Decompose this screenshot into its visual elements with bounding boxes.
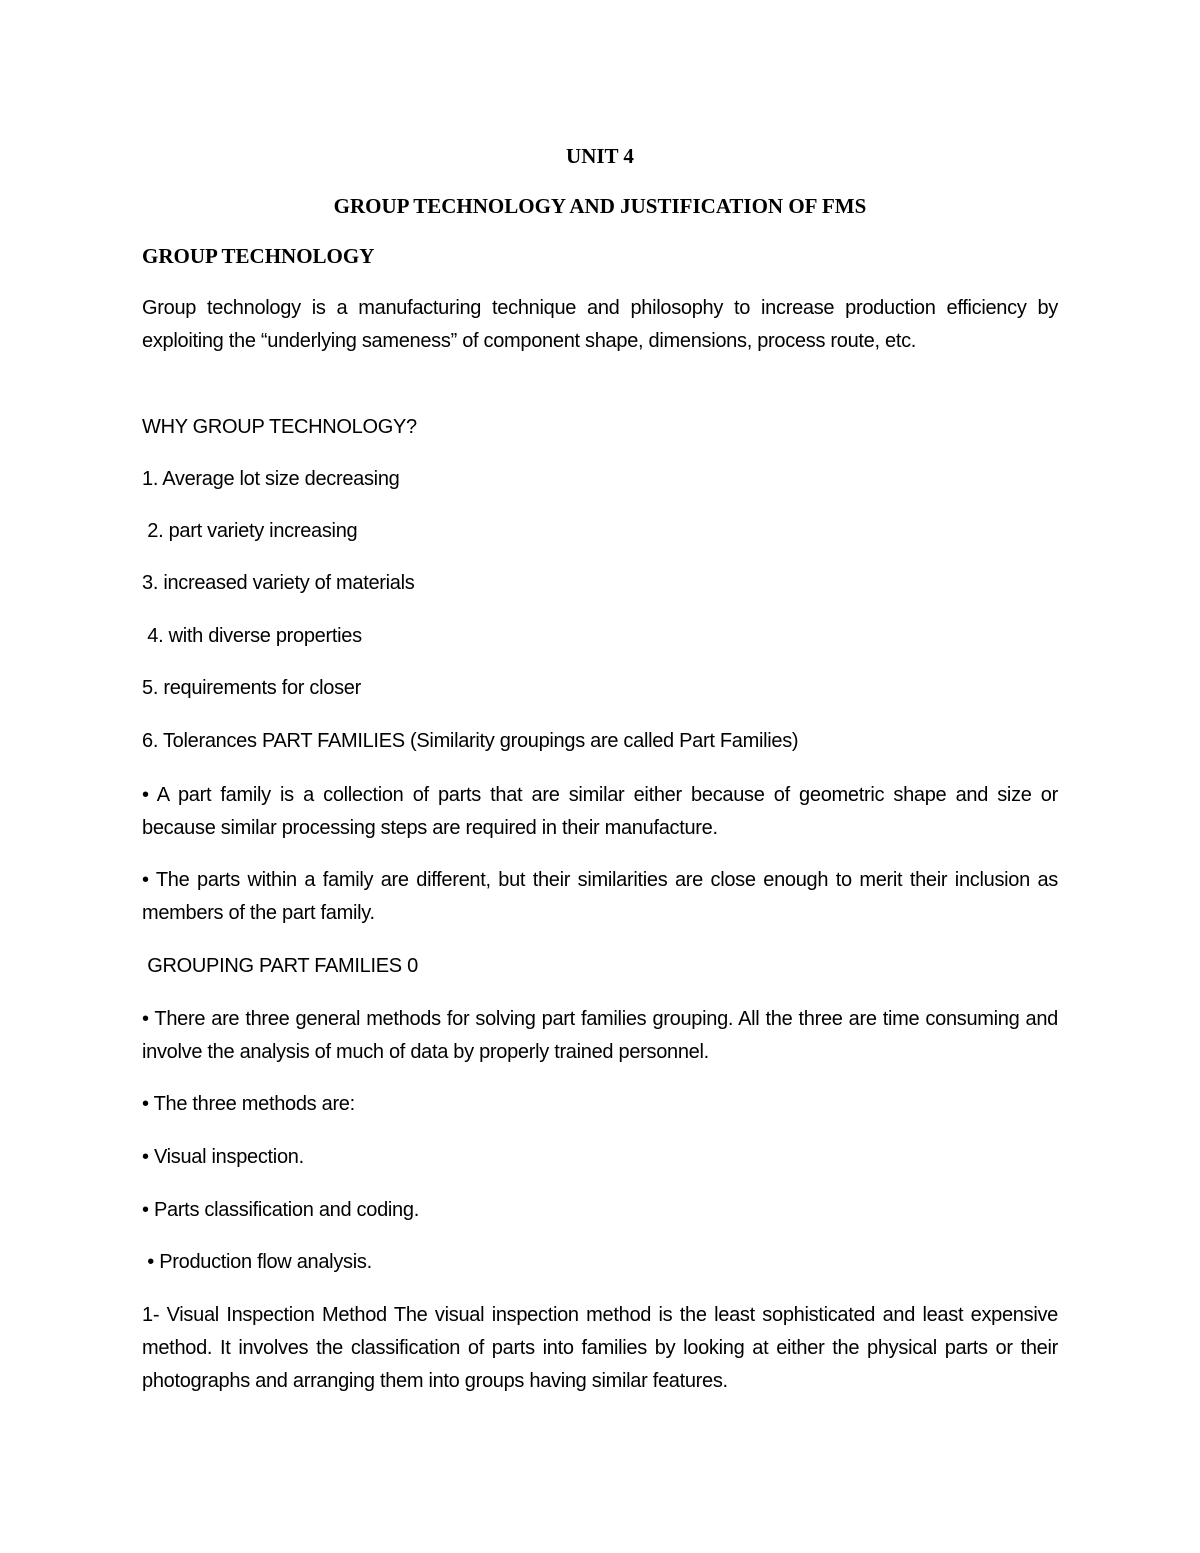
part-family-bullet: • A part family is a collection of parts that are similar either because of geometric shape and size or because similar processing steps are required in their manufacture. — [142, 784, 1058, 839]
grouping-heading: GROUPING PART FAMILIES 0 — [142, 955, 418, 977]
document-title: GROUP TECHNOLOGY AND JUSTIFICATION OF FMS — [333, 194, 867, 218]
method-item: • Visual inspection. — [142, 1146, 304, 1168]
reason-item: 3. increased variety of materials — [142, 572, 415, 594]
grouping-intro: • There are three general methods for solving part families grouping. All the three are time consuming and involve the analysis of much of data by properly trained personnel. — [142, 1008, 1058, 1063]
reason-item: 4. with diverse properties — [142, 625, 362, 647]
unit-title: UNIT 4 — [566, 144, 634, 168]
section-heading: GROUP TECHNOLOGY — [142, 244, 375, 268]
reason-item: 2. part variety increasing — [142, 520, 358, 542]
visual-method-paragraph: 1- Visual Inspection Method The visual inspection method is the least sophisticated and least expensive method. It involves the classification of parts into families by looking at either the physical parts or their photographs and arranging them into groups having similar features. — [142, 1304, 1058, 1392]
method-item: • The three methods are: — [142, 1093, 355, 1115]
reason-item: 5. requirements for closer — [142, 677, 361, 699]
reason-item: 1. Average lot size decreasing — [142, 468, 400, 490]
reason-item: 6. Tolerances PART FAMILIES (Similarity groupings are called Part Families) — [142, 730, 799, 752]
intro-paragraph: Group technology is a manufacturing technique and philosophy to increase production efficiency by exploiting the “underlying sameness” of component shape, dimensions, process route, etc. — [142, 297, 1058, 352]
part-family-bullet: • The parts within a family are different, but their similarities are close enough to merit their inclusion as members of the part family. — [142, 869, 1058, 924]
method-item: • Production flow analysis. — [142, 1251, 372, 1273]
why-heading: WHY GROUP TECHNOLOGY? — [142, 416, 417, 438]
method-item: • Parts classification and coding. — [142, 1199, 419, 1221]
